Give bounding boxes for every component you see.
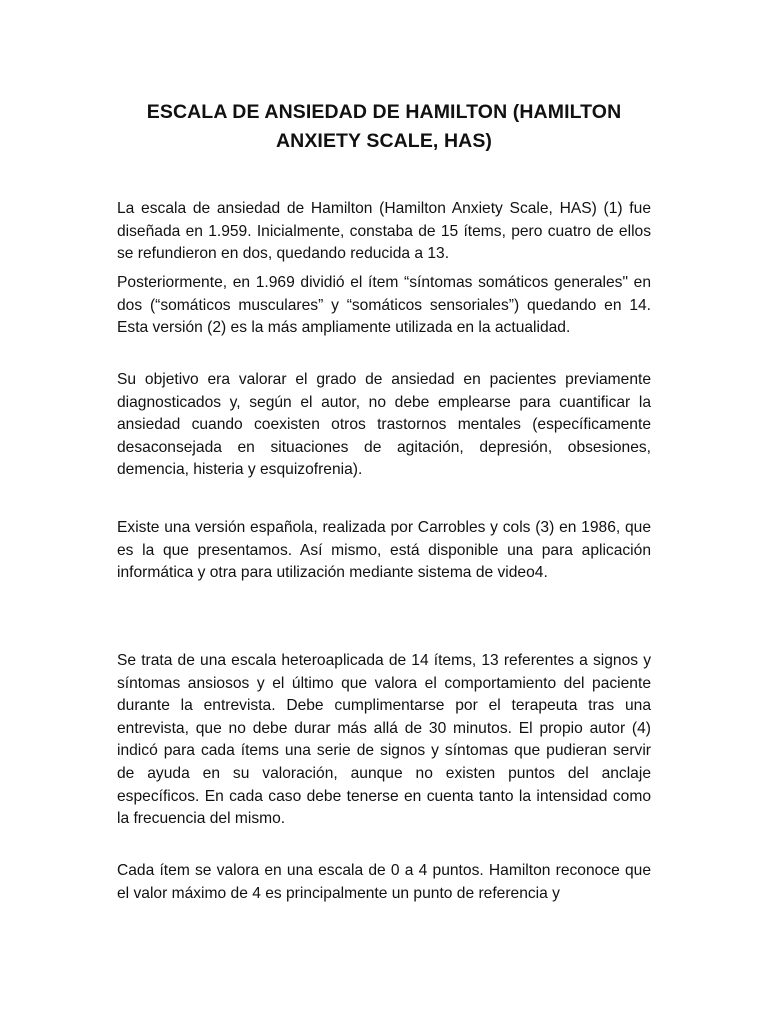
paragraph-description: Se trata de una escala heteroaplicada de 14 ítems, 13 referentes a signos y síntomas ansiosos y el último que valora el comportamiento del paciente durante la entrevista. Debe cumplimentarse por el terapeuta tras una entrevista, que no debe durar más allá de 30 minutos. El propio autor (4) indicó para cada ítems una serie de signos y síntomas que pudieran servir de ayuda en su valoración, aunque no existen puntos del anclaje específicos. En cada caso debe tenerse en cuenta tanto la intensidad como la frecuencia del mismo. — [117, 652, 651, 828]
paragraph-spanish-version: Existe una versión española, realizada por Carrobles y cols (3) en 1986, que es la que presentamos. Así mismo, está disponible una para aplicación informática y otra para utilización mediante sistema de video4. — [117, 519, 651, 582]
paragraph-history: La escala de ansiedad de Hamilton (Hamilton Anxiety Scale, HAS) (1) fue diseñada en 1.959. Inicialmente, constaba de 15 ítems, pero cuatro de ellos se refundieron en dos, quedando reducida a 13. — [117, 200, 651, 263]
paragraph-scoring: Cada ítem se valora en una escala de 0 a 4 puntos. Hamilton reconoce que el valor máximo de 4 es principalmente un punto de referencia y — [117, 862, 651, 902]
paragraph-objective: Su objetivo era valorar el grado de ansiedad en pacientes previamente diagnosticados y, según el autor, no debe emplearse para cuantificar la ansiedad cuando coexisten otros trastornos mentales (específicamente desaconsejada en situaciones de agitación, depresión, obsesiones, demencia, histeria y esquizofrenia). — [117, 371, 651, 479]
document-title: ESCALA DE ANSIEDAD DE HAMILTON (HAMILTON ANXIETY SCALE, HAS) — [146, 101, 622, 152]
paragraph-revision: Posteriormente, en 1.969 dividió el ítem “síntomas somáticos generales" en dos (“somáticos musculares” y “somáticos sensoriales”) quedando en 14. Esta versión (2) es la más ampliamente utilizada en la actualidad. — [117, 274, 651, 337]
